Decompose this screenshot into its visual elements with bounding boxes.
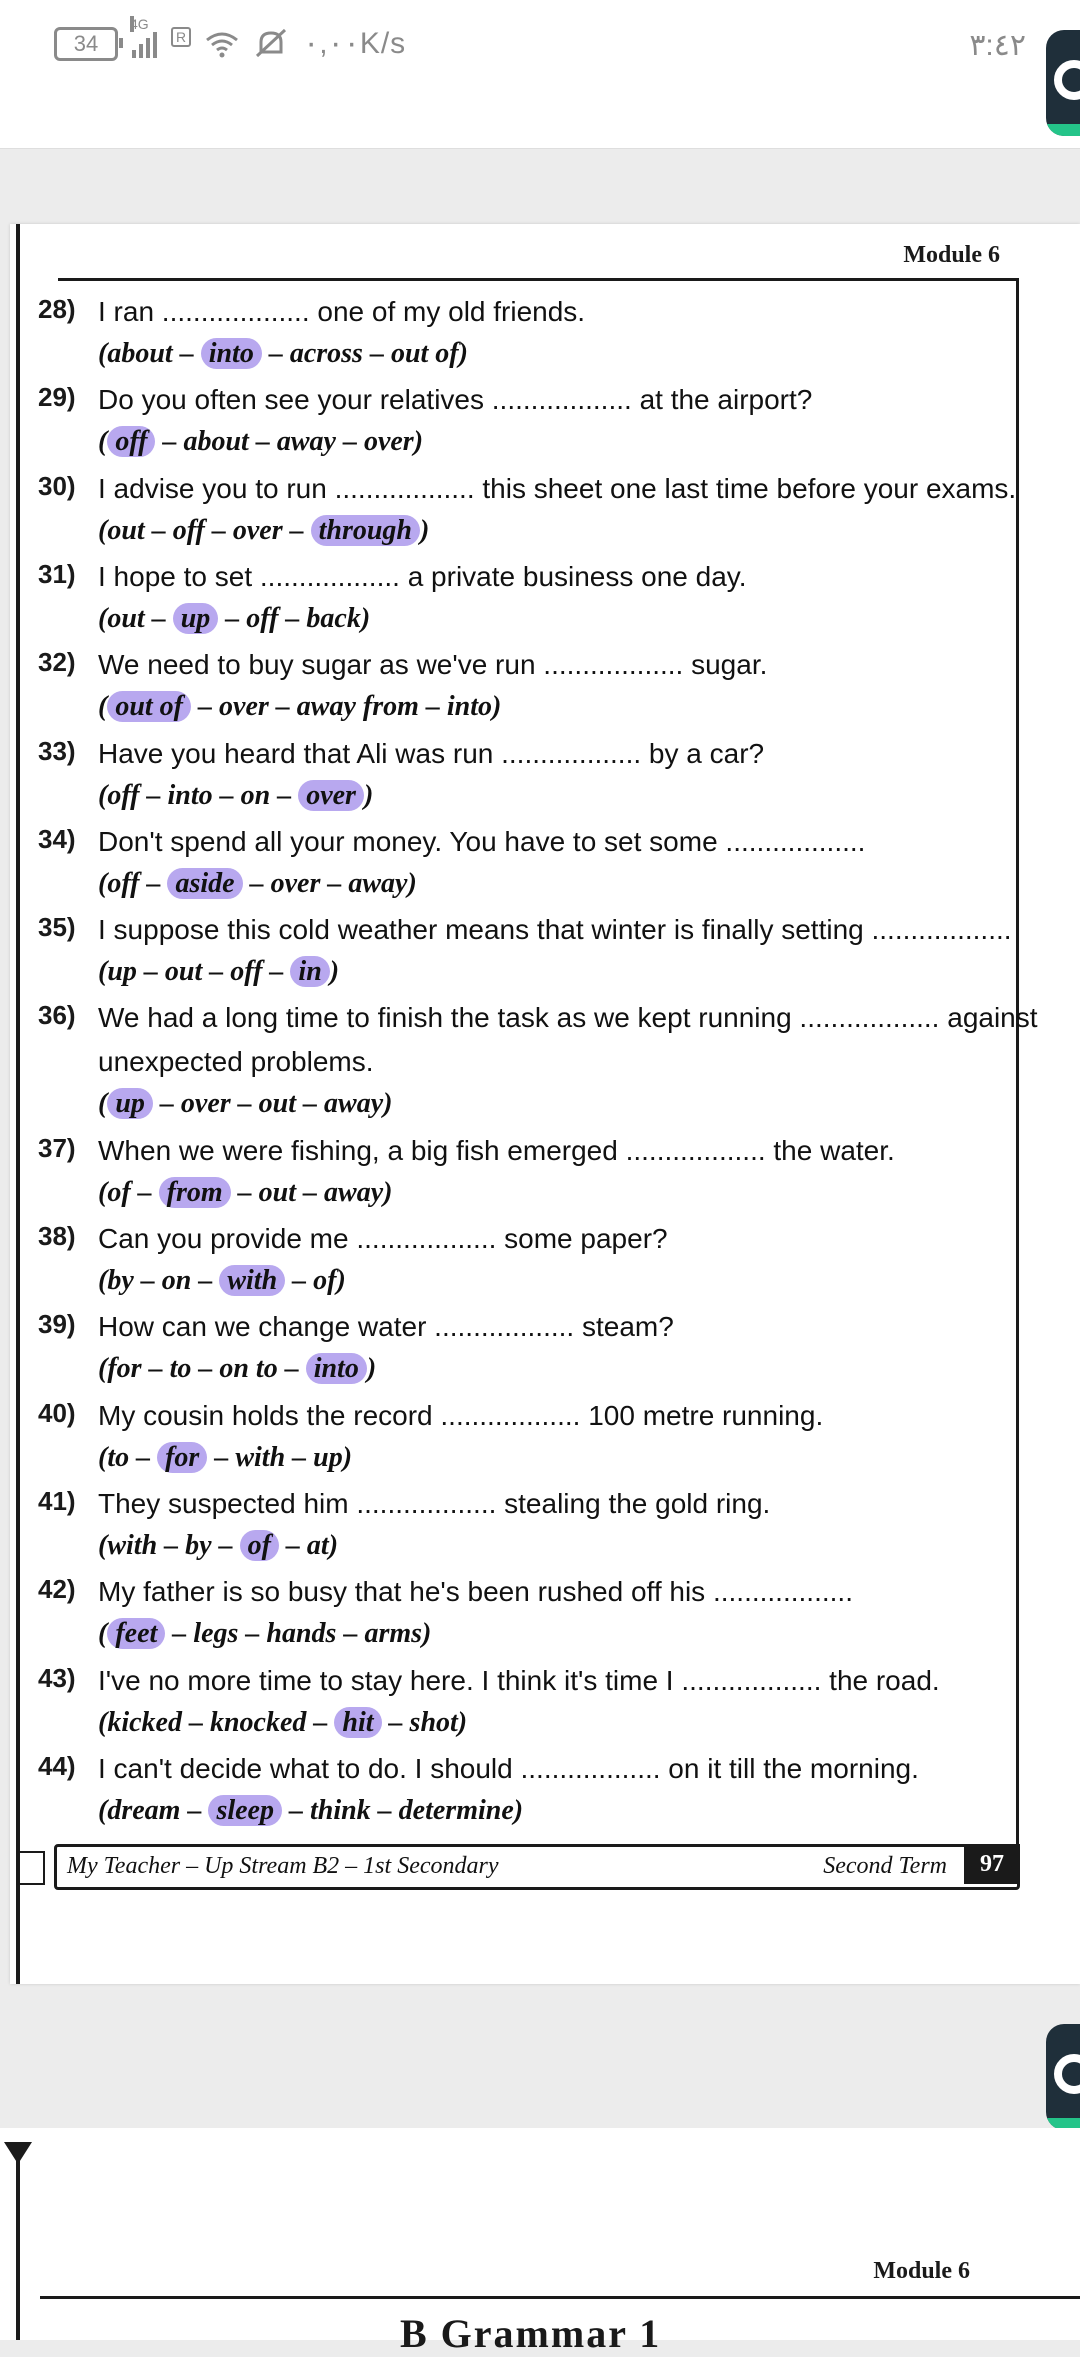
- question-number: 43): [38, 1662, 76, 1693]
- question-number: 30): [38, 470, 76, 501]
- question-number: 35): [38, 912, 76, 943]
- answer-option[interactable]: out: [164, 956, 203, 988]
- question-number: 40): [38, 1397, 76, 1428]
- answer-option[interactable]: out: [258, 1088, 297, 1120]
- question-sentence: I can't decide what to do. I should .................. on it till the morning.: [98, 1752, 919, 1784]
- question-text: [98, 467, 1017, 511]
- document-page: [10, 224, 1080, 1984]
- answer-option[interactable]: away: [276, 426, 336, 458]
- roaming-icon: R: [171, 27, 191, 47]
- question-sentence: We need to buy sugar as we've run .................. sugar.: [98, 649, 768, 681]
- answer-options: ( feet – legs – hands – arms): [98, 1618, 432, 1650]
- question-text: [98, 1570, 998, 1614]
- answer-option-selected[interactable]: feet: [107, 1618, 165, 1649]
- answer-option[interactable]: about: [107, 338, 173, 369]
- answer-options: (by – on – with – of): [98, 1265, 346, 1296]
- question-text: [98, 643, 998, 687]
- answer-options: (for – to – on to – into ): [98, 1353, 377, 1385]
- answer-options: (off – aside – over – away): [98, 867, 417, 899]
- answer-options: (up – out – off – in ): [98, 956, 340, 988]
- answer-option-selected[interactable]: for: [157, 1442, 207, 1473]
- battery-level: 34: [73, 30, 99, 56]
- answer-option-selected[interactable]: sleep: [208, 1795, 282, 1826]
- question-sentence: How can we change water .................. steam?: [98, 1311, 674, 1343]
- question-text: [98, 378, 998, 422]
- answer-option-selected[interactable]: off: [107, 426, 155, 457]
- answer-option[interactable]: out: [107, 602, 145, 634]
- answer-option-selected[interactable]: over: [298, 780, 364, 811]
- answer-option[interactable]: arms: [364, 1618, 423, 1650]
- answer-option[interactable]: over: [180, 1088, 231, 1120]
- status-bar: [0, 0, 1080, 149]
- answer-option-selected[interactable]: up: [173, 603, 219, 634]
- page-binder-line: [16, 2152, 20, 2340]
- answer-option[interactable]: off: [107, 867, 140, 899]
- answer-option[interactable]: on to: [219, 1353, 278, 1385]
- question-sentence: I've no more time to stay here. I think it's time I .................. the road.: [98, 1664, 940, 1696]
- answer-option[interactable]: off: [172, 514, 205, 546]
- answer-option[interactable]: off: [230, 956, 263, 988]
- question-number: 34): [38, 823, 76, 854]
- question-sentence-continued: unexpected problems.: [98, 1046, 374, 1078]
- question-number: 41): [38, 1485, 76, 1516]
- battery-icon: [54, 27, 118, 61]
- answer-option[interactable]: about: [183, 426, 249, 458]
- question-text: [98, 908, 1012, 952]
- question-sentence: When we were fishing, a big fish emerged .................. the water.: [98, 1134, 895, 1166]
- answer-option[interactable]: kicked: [107, 1706, 182, 1738]
- header-rule: [40, 2296, 1080, 2299]
- next-page-preview: [0, 2128, 1080, 2356]
- answer-option[interactable]: by: [107, 1265, 134, 1296]
- answer-options: (kicked – knocked – hit – shot): [98, 1706, 468, 1738]
- answer-option-selected[interactable]: aside: [167, 868, 242, 899]
- floating-app-icon[interactable]: [1046, 30, 1080, 136]
- question-text: [98, 1659, 998, 1703]
- answer-option[interactable]: on: [161, 1265, 192, 1296]
- question-number: 42): [38, 1574, 76, 1605]
- signal-icon: [130, 15, 157, 58]
- answer-option[interactable]: into: [446, 691, 493, 723]
- question-sentence: I hope to set .................. a private business one day.: [98, 560, 747, 592]
- module-label: Module 6: [873, 2258, 970, 2284]
- question-text: [98, 1482, 998, 1526]
- answer-option[interactable]: of: [107, 1176, 131, 1208]
- answer-option[interactable]: on: [240, 779, 271, 811]
- question-sentence: Do you often see your relatives .................. at the airport?: [98, 384, 813, 416]
- answer-option[interactable]: up: [313, 1441, 343, 1473]
- question-number: 38): [38, 1221, 76, 1251]
- question-number: 28): [38, 294, 76, 324]
- answer-option[interactable]: off: [246, 602, 279, 634]
- answer-option-selected[interactable]: through: [311, 515, 420, 546]
- answer-option[interactable]: of: [313, 1265, 337, 1296]
- answer-option-selected[interactable]: into: [201, 338, 262, 369]
- answer-option[interactable]: up: [107, 956, 137, 988]
- footer-title: My Teacher – Up Stream B2 – 1st Secondary: [67, 1853, 499, 1879]
- question-sentence: I suppose this cold weather means that winter is finally setting ..................: [98, 914, 1012, 946]
- page-footer: [54, 1844, 1020, 1890]
- question-sentence: My cousin holds the record .................. 100 metre running.: [98, 1399, 824, 1431]
- module-label: Module 6: [903, 242, 1000, 268]
- floating-app-icon[interactable]: [1046, 2024, 1080, 2130]
- answer-options: (out – up – off – back): [98, 602, 371, 634]
- answer-option[interactable]: away: [348, 867, 408, 899]
- answer-option[interactable]: out of: [390, 338, 459, 369]
- question-text: [98, 1217, 998, 1261]
- answer-option-selected[interactable]: with: [219, 1265, 285, 1296]
- answer-options: (off – into – on – over ): [98, 779, 374, 811]
- answer-options: (dream – sleep – think – determine): [98, 1794, 524, 1826]
- question-number: 33): [38, 735, 76, 766]
- page-number: 97: [964, 1844, 1020, 1884]
- answer-option-selected[interactable]: of: [240, 1530, 279, 1561]
- answer-option[interactable]: shot: [409, 1706, 458, 1738]
- answer-option[interactable]: think: [309, 1794, 371, 1826]
- question-number: 44): [38, 1750, 76, 1781]
- question-text: [98, 1305, 998, 1349]
- answer-option-selected[interactable]: hit: [334, 1707, 381, 1738]
- answer-options: (out – off – over – through ): [98, 514, 430, 546]
- answer-option[interactable]: back: [306, 602, 361, 634]
- answer-option-selected[interactable]: into: [306, 1353, 367, 1384]
- answer-options: (about – into – across – out of): [98, 338, 468, 369]
- question-text: [98, 1129, 998, 1173]
- question-sentence: Don't spend all your money. You have to set some ..................: [98, 825, 866, 857]
- question-sentence: I advise you to run .................. this sheet one last time before your exams.: [98, 472, 1017, 504]
- answer-option[interactable]: over: [363, 426, 414, 458]
- wifi-icon: [205, 30, 239, 58]
- answer-option[interactable]: to: [169, 1353, 192, 1385]
- answer-options: ( off – about – away – over): [98, 426, 424, 458]
- answer-option[interactable]: over: [270, 867, 321, 899]
- answer-option[interactable]: into: [167, 779, 213, 811]
- question-text: [98, 996, 1038, 1084]
- answer-option[interactable]: away: [324, 1176, 384, 1208]
- question-sentence: They suspected him .................. stealing the gold ring.: [98, 1487, 771, 1519]
- answer-option[interactable]: out: [107, 514, 145, 546]
- answer-options: (of – from – out – away): [98, 1176, 393, 1208]
- status-icons: [54, 15, 407, 61]
- question-text: [98, 732, 998, 776]
- network-type: 4G: [130, 15, 149, 32]
- question-sentence: My father is so busy that he's been rushed off his ..................: [98, 1576, 853, 1608]
- answer-option-selected[interactable]: out of: [107, 691, 191, 722]
- answer-option[interactable]: determine: [398, 1794, 514, 1826]
- question-sentence: I ran ................... one of my old friends.: [98, 296, 586, 327]
- answer-options: (with – by – of – at): [98, 1529, 339, 1561]
- answer-option[interactable]: with: [107, 1529, 158, 1561]
- page-binder-line: [16, 224, 20, 1984]
- footer-term: Second Term: [823, 1853, 947, 1879]
- answer-option[interactable]: away: [324, 1088, 384, 1120]
- question-text: [98, 820, 998, 864]
- answer-option[interactable]: across: [289, 338, 363, 369]
- answer-options: (to – for – with – up): [98, 1441, 353, 1473]
- clock: ٣:٤٢: [969, 29, 1026, 62]
- question-text: [98, 555, 998, 599]
- answer-option[interactable]: dream: [107, 1794, 181, 1826]
- question-number: 39): [38, 1309, 76, 1340]
- mute-icon: [253, 28, 289, 60]
- answer-option-selected[interactable]: in: [290, 956, 329, 987]
- answer-option[interactable]: knocked: [209, 1706, 307, 1738]
- answer-option-selected[interactable]: from: [159, 1177, 231, 1208]
- question-number: 37): [38, 1132, 76, 1163]
- answer-options: ( out of – over – away from – into): [98, 691, 502, 723]
- answer-option[interactable]: hands: [266, 1618, 337, 1650]
- answer-option[interactable]: over: [219, 691, 269, 723]
- question-text: [98, 290, 998, 334]
- question-sentence: Have you heard that Ali was run .................. by a car?: [98, 737, 765, 769]
- answer-option[interactable]: to: [107, 1441, 130, 1473]
- question-text: [98, 1394, 998, 1438]
- section-heading: B Grammar 1: [400, 2311, 662, 2356]
- network-speed: ٠,٠٠K/s: [303, 27, 407, 60]
- answer-option[interactable]: out: [258, 1176, 297, 1208]
- answer-options: ( up – over – out – away): [98, 1088, 393, 1120]
- footer-side-mark: [17, 1851, 45, 1885]
- answer-option[interactable]: by: [185, 1529, 212, 1561]
- question-number: 31): [38, 558, 76, 589]
- question-number: 29): [38, 382, 76, 413]
- question-number: 32): [38, 647, 76, 678]
- answer-option-selected[interactable]: up: [107, 1088, 153, 1119]
- answer-option[interactable]: away from: [296, 691, 419, 723]
- answer-option[interactable]: for: [107, 1353, 142, 1385]
- question-number: 36): [38, 1000, 76, 1031]
- answer-option[interactable]: over: [232, 514, 283, 546]
- answer-option[interactable]: legs: [193, 1618, 239, 1650]
- question-sentence: We had a long time to finish the task as we kept running .................. against: [98, 1002, 1038, 1034]
- answer-option[interactable]: at: [306, 1529, 329, 1561]
- question-sentence: Can you provide me .................. some paper?: [98, 1223, 668, 1254]
- answer-option[interactable]: off: [107, 779, 140, 811]
- answer-option[interactable]: with: [235, 1441, 286, 1473]
- question-text: [98, 1747, 998, 1791]
